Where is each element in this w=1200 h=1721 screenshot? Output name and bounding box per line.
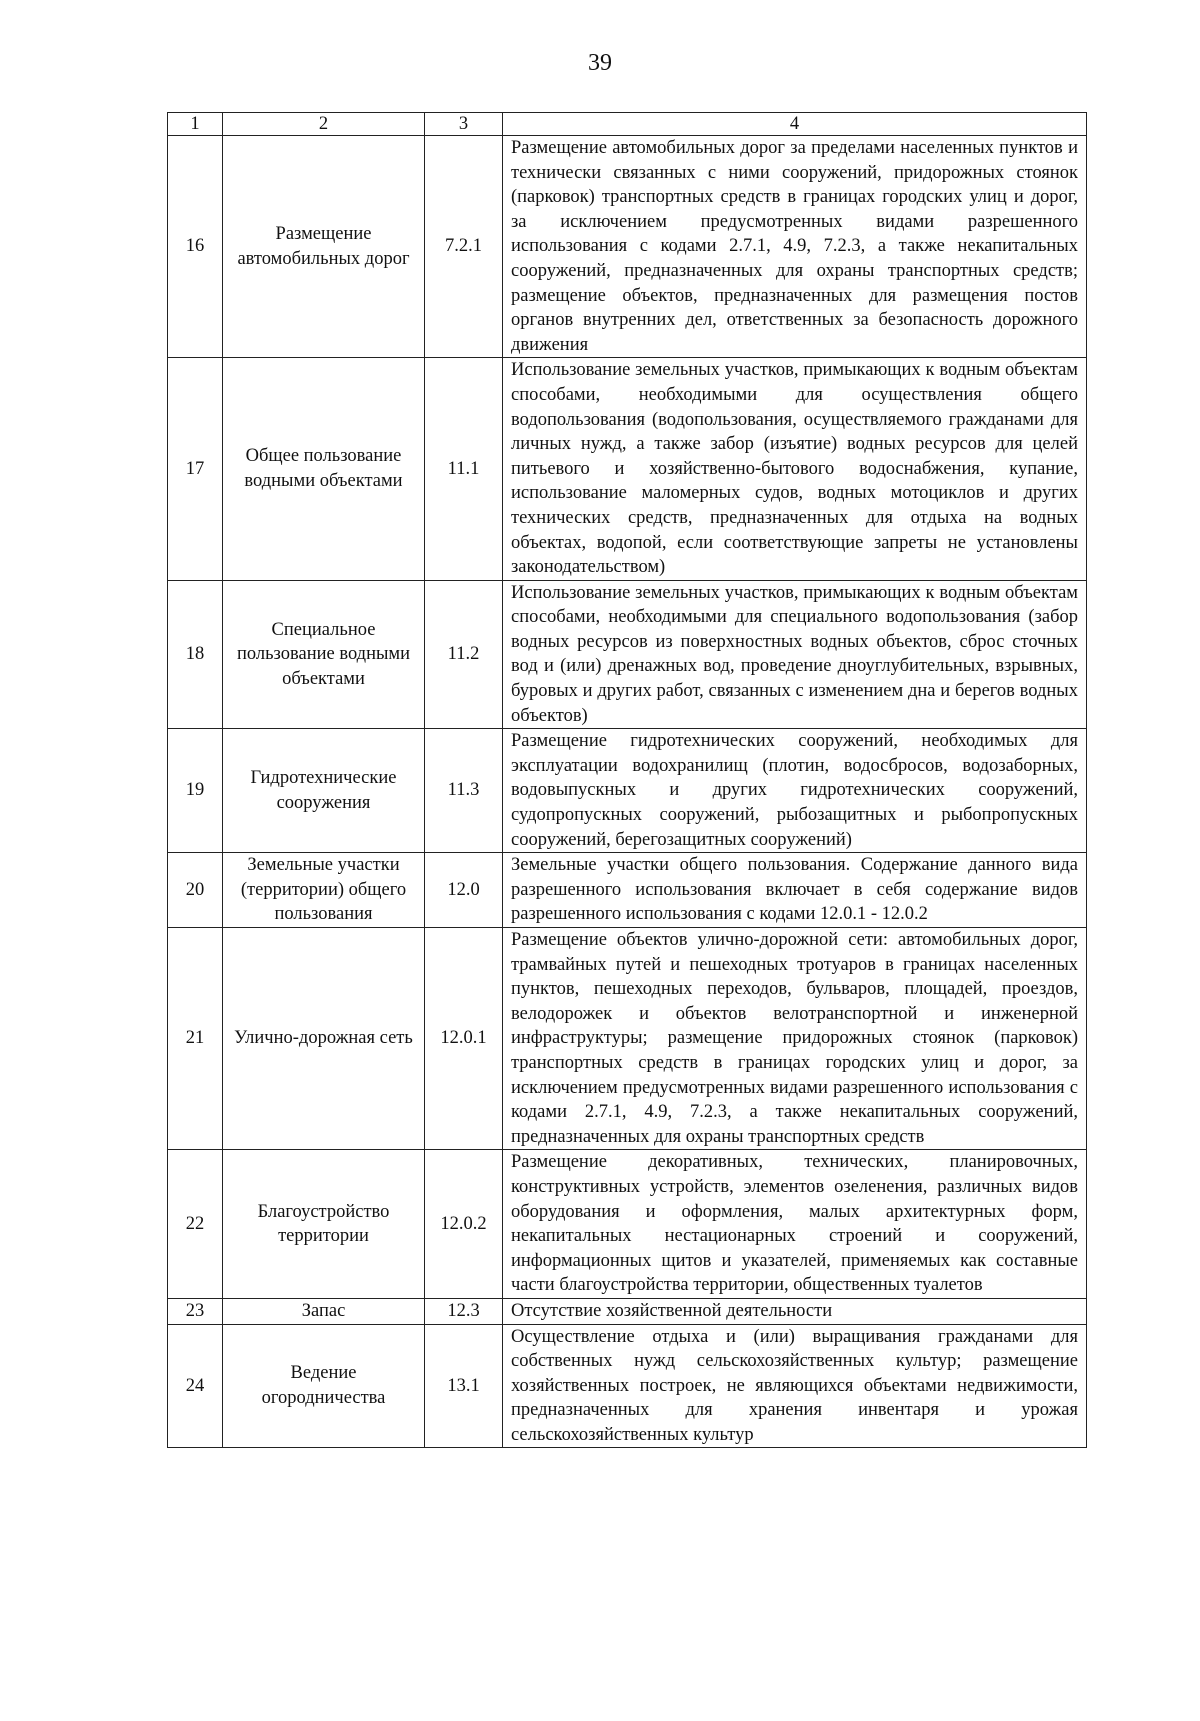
row-description: Отсутствие хозяйственной деятельности bbox=[503, 1298, 1087, 1324]
header-col-4: 4 bbox=[503, 113, 1087, 136]
row-code: 11.3 bbox=[425, 729, 503, 853]
table-row bbox=[168, 853, 1087, 928]
row-number: 24 bbox=[168, 1324, 223, 1448]
row-description: Осуществление отдыха и (или) выращивания гражданами для собственных нужд сельскохозяйственных культур; размещение хозяйственных построек, не являющихся объектами недвижимости, предназначенных для хранения инвентаря и урожая сельскохозяйственных культур bbox=[503, 1324, 1087, 1448]
row-name: Ведение огородничества bbox=[223, 1324, 425, 1448]
row-number: 21 bbox=[168, 928, 223, 1150]
row-description: Размещение объектов улично-дорожной сети: автомобильных дорог, трамвайных путей и пешеходных тротуаров в границах населенных пунктов, пешеходных переходов, бульваров, площадей, проездов, велодорожек и объектов велотранспортной и инженерной инфраструктуры; размещение придорожных стоянок (парковок) транспортных средств в границах городских улиц и дорог, за исключением предусмотренных видами разрешенного использования с кодами 2.7.1, 4.9, 7.2.3, а также некапитальных сооружений, предназначенных для охраны транспортных средств bbox=[503, 928, 1087, 1150]
row-name: Гидротехнические сооружения bbox=[223, 729, 425, 853]
table-row bbox=[168, 580, 1087, 729]
row-code: 12.0.2 bbox=[425, 1150, 503, 1299]
table-header-row bbox=[168, 113, 1087, 136]
row-code: 11.2 bbox=[425, 580, 503, 729]
row-code: 7.2.1 bbox=[425, 136, 503, 358]
header-col-1: 1 bbox=[168, 113, 223, 136]
table-row bbox=[168, 1324, 1087, 1448]
row-number: 16 bbox=[168, 136, 223, 358]
row-name: Благоустройство территории bbox=[223, 1150, 425, 1299]
row-number: 17 bbox=[168, 358, 223, 580]
row-name: Размещение автомобильных дорог bbox=[223, 136, 425, 358]
row-description: Размещение автомобильных дорог за пределами населенных пунктов и технически связанных с ними сооружений, придорожных стоянок (парковок) транспортных средств в границах городских улиц и дорог, за исключением предусмотренных видами разрешенного использования с кодами 2.7.1, 4.9, 7.2.3, а также некапитальных сооружений, предназначенных для охраны транспортных средств; размещение объектов, предназначенных для размещения постов органов внутренних дел, ответственных за безопасность дорожного движения bbox=[503, 136, 1087, 358]
row-name: Общее пользование водными объектами bbox=[223, 358, 425, 580]
row-number: 19 bbox=[168, 729, 223, 853]
table-row bbox=[168, 928, 1087, 1150]
row-name: Специальное пользование водными объектами bbox=[223, 580, 425, 729]
row-number: 20 bbox=[168, 853, 223, 928]
page-number: 39 bbox=[588, 50, 612, 76]
land-use-table bbox=[167, 112, 1087, 1448]
row-description: Размещение декоративных, технических, планировочных, конструктивных устройств, элементов озеленения, различных видов оборудования и оформления, малых архитектурных форм, некапитальных нестационарных строений и сооружений, информационных щитов и указателей, применяемых как составные части благоустройства территории, общественных туалетов bbox=[503, 1150, 1087, 1299]
row-description: Размещение гидротехнических сооружений, необходимых для эксплуатации водохранилищ (плотин, водосбросов, водозаборных, водовыпускных и других гидротехнических сооружений, судопропускных сооружений, рыбозащитных и рыбопропускных сооружений, берегозащитных сооружений) bbox=[503, 729, 1087, 853]
table-row bbox=[168, 136, 1087, 358]
row-code: 12.3 bbox=[425, 1298, 503, 1324]
header-col-3: 3 bbox=[425, 113, 503, 136]
table-row bbox=[168, 729, 1087, 853]
row-name: Земельные участки (территории) общего пользования bbox=[223, 853, 425, 928]
table-row bbox=[168, 1150, 1087, 1299]
row-number: 22 bbox=[168, 1150, 223, 1299]
row-code: 13.1 bbox=[425, 1324, 503, 1448]
row-description: Земельные участки общего пользования. Содержание данного вида разрешенного использования включает в себя содержание видов разрешенного использования с кодами 12.0.1 - 12.0.2 bbox=[503, 853, 1087, 928]
row-code: 12.0 bbox=[425, 853, 503, 928]
row-name: Улично-дорожная сеть bbox=[223, 928, 425, 1150]
row-description: Использование земельных участков, примыкающих к водным объектам способами, необходимыми для специального водопользования (забор водных ресурсов из поверхностных водных объектов, сброс сточных вод и (или) дренажных вод, проведение дноуглубительных, взрывных, буровых и других работ, связанных с изменением дна и берегов водных объектов) bbox=[503, 580, 1087, 729]
table-row bbox=[168, 358, 1087, 580]
header-col-2: 2 bbox=[223, 113, 425, 136]
row-description: Использование земельных участков, примыкающих к водным объектам способами, необходимыми для осуществления общего водопользования (водопользования, осуществляемого гражданами для личных нужд, а также забор (изъятие) водных ресурсов для целей питьевого и хозяйственно-бытового водоснабжения, купание, использование маломерных судов, водных мотоциклов и других технических средств, предназначенных для отдыха на водных объектах, водопой, если соответствующие запреты не установлены законодательством) bbox=[503, 358, 1087, 580]
row-code: 11.1 bbox=[425, 358, 503, 580]
row-number: 23 bbox=[168, 1298, 223, 1324]
row-code: 12.0.1 bbox=[425, 928, 503, 1150]
row-name: Запас bbox=[223, 1298, 425, 1324]
row-number: 18 bbox=[168, 580, 223, 729]
table-row bbox=[168, 1298, 1087, 1324]
